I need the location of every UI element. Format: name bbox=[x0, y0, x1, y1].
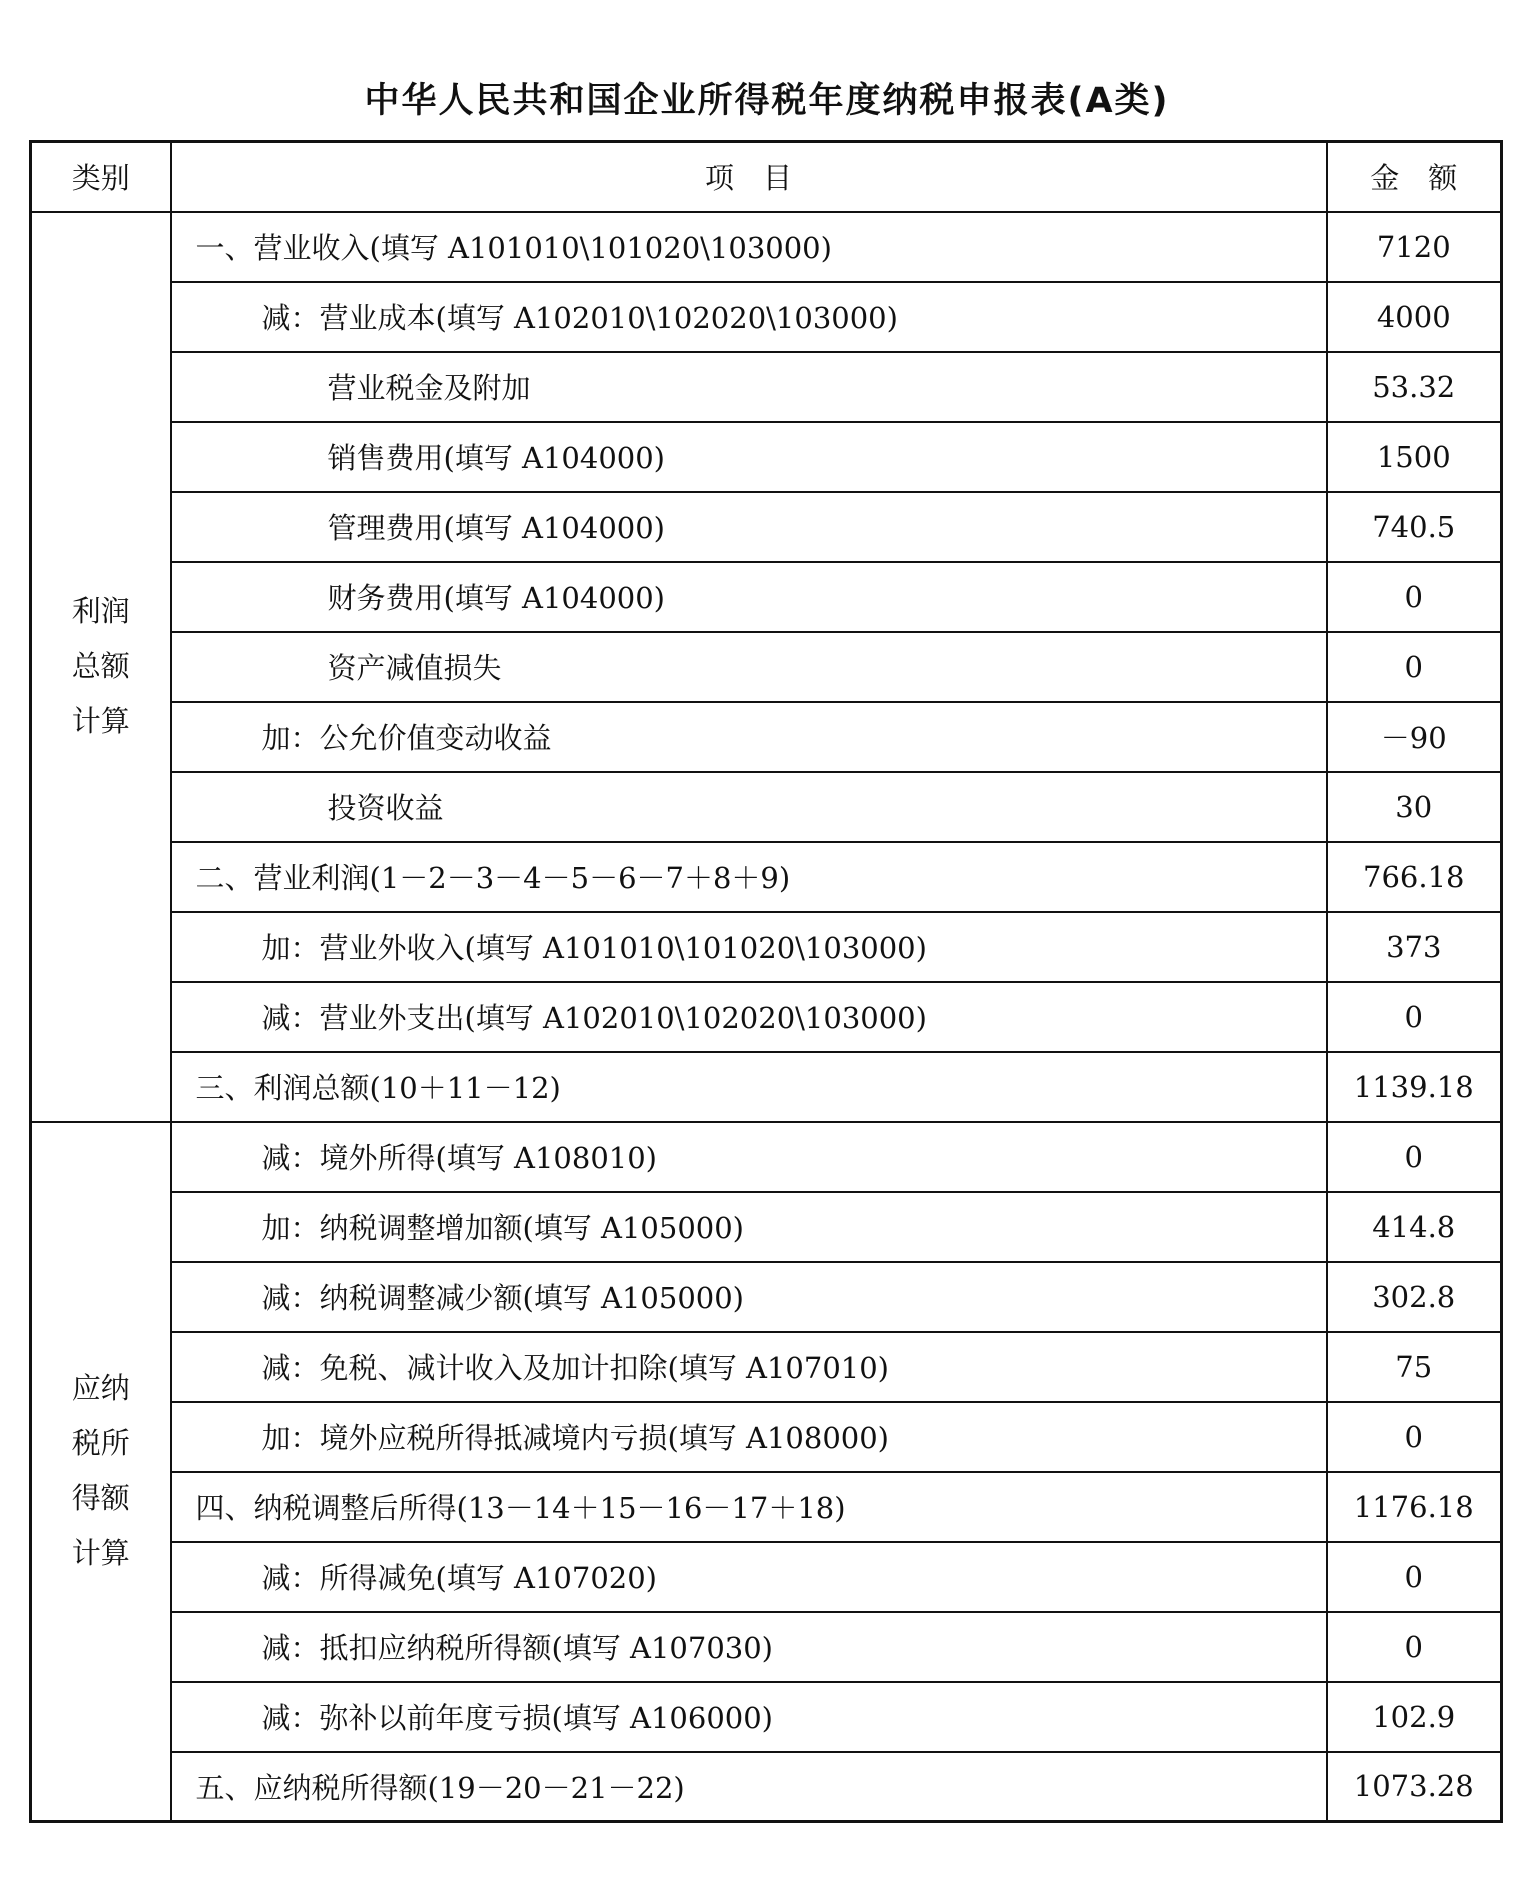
table-row bbox=[31, 422, 1502, 492]
table-row bbox=[31, 282, 1502, 352]
item-cell: 财务费用(填写 A104000) bbox=[171, 562, 1327, 632]
item-cell: 一、营业收入(填写 A101010\101020\103000) bbox=[171, 212, 1327, 282]
table-row bbox=[31, 1192, 1502, 1262]
table-row bbox=[31, 1752, 1502, 1822]
amount-cell: 102.9 bbox=[1327, 1682, 1502, 1752]
table-row bbox=[31, 1402, 1502, 1472]
table-row bbox=[31, 492, 1502, 562]
category-cell bbox=[31, 212, 171, 1122]
amount-cell: 4000 bbox=[1327, 282, 1502, 352]
amount-cell: 0 bbox=[1327, 632, 1502, 702]
table-row bbox=[31, 562, 1502, 632]
item-cell: 减：免税、减计收入及加计扣除(填写 A107010) bbox=[171, 1332, 1327, 1402]
item-cell: 营业税金及附加 bbox=[171, 352, 1327, 422]
item-cell: 加：营业外收入(填写 A101010\101020\103000) bbox=[171, 912, 1327, 982]
amount-cell: 75 bbox=[1327, 1332, 1502, 1402]
table-row bbox=[31, 772, 1502, 842]
amount-cell: 0 bbox=[1327, 1542, 1502, 1612]
item-cell: 减：营业成本(填写 A102010\102020\103000) bbox=[171, 282, 1327, 352]
table-row bbox=[31, 1122, 1502, 1192]
header-category: 类别 bbox=[31, 142, 171, 212]
table-body bbox=[31, 212, 1502, 1822]
amount-cell: 302.8 bbox=[1327, 1262, 1502, 1332]
amount-cell: －90 bbox=[1327, 702, 1502, 772]
item-cell: 减：纳税调整减少额(填写 A105000) bbox=[171, 1262, 1327, 1332]
item-cell: 减：所得减免(填写 A107020) bbox=[171, 1542, 1327, 1612]
header-item: 项 目 bbox=[171, 142, 1327, 212]
amount-cell: 766.18 bbox=[1327, 842, 1502, 912]
item-cell: 销售费用(填写 A104000) bbox=[171, 422, 1327, 492]
table-header-row bbox=[31, 142, 1502, 212]
item-cell: 减：营业外支出(填写 A102010\102020\103000) bbox=[171, 982, 1327, 1052]
amount-cell: 0 bbox=[1327, 562, 1502, 632]
table-row bbox=[31, 982, 1502, 1052]
amount-cell: 373 bbox=[1327, 912, 1502, 982]
amount-cell: 0 bbox=[1327, 982, 1502, 1052]
header-amount: 金 额 bbox=[1327, 142, 1502, 212]
item-cell: 三、利润总额(10＋11－12) bbox=[171, 1052, 1327, 1122]
item-cell: 减：境外所得(填写 A108010) bbox=[171, 1122, 1327, 1192]
tax-return-table bbox=[29, 140, 1503, 1823]
amount-cell: 0 bbox=[1327, 1402, 1502, 1472]
amount-cell: 53.32 bbox=[1327, 352, 1502, 422]
category-label: 应纳税所得额计算 bbox=[71, 1371, 130, 1571]
item-cell: 加：公允价值变动收益 bbox=[171, 702, 1327, 772]
amount-cell: 1139.18 bbox=[1327, 1052, 1502, 1122]
amount-cell: 7120 bbox=[1327, 212, 1502, 282]
table-row bbox=[31, 702, 1502, 772]
table-row bbox=[31, 1472, 1502, 1542]
amount-cell: 1176.18 bbox=[1327, 1472, 1502, 1542]
table-row bbox=[31, 912, 1502, 982]
item-cell: 投资收益 bbox=[171, 772, 1327, 842]
amount-cell: 0 bbox=[1327, 1612, 1502, 1682]
table-row bbox=[31, 632, 1502, 702]
amount-cell: 30 bbox=[1327, 772, 1502, 842]
table-row bbox=[31, 1332, 1502, 1402]
item-cell: 加：纳税调整增加额(填写 A105000) bbox=[171, 1192, 1327, 1262]
table-row bbox=[31, 1542, 1502, 1612]
table-row bbox=[31, 1262, 1502, 1332]
item-cell: 资产减值损失 bbox=[171, 632, 1327, 702]
amount-cell: 0 bbox=[1327, 1122, 1502, 1192]
amount-cell: 1500 bbox=[1327, 422, 1502, 492]
category-label: 利润总额计算 bbox=[71, 594, 130, 738]
item-cell: 减：抵扣应纳税所得额(填写 A107030) bbox=[171, 1612, 1327, 1682]
table-row bbox=[31, 842, 1502, 912]
page-title: 中华人民共和国企业所得税年度纳税申报表(A类) bbox=[364, 81, 1170, 121]
category-cell bbox=[31, 1122, 171, 1822]
item-cell: 二、营业利润(1－2－3－4－5－6－7＋8＋9) bbox=[171, 842, 1327, 912]
item-cell: 减：弥补以前年度亏损(填写 A106000) bbox=[171, 1682, 1327, 1752]
item-cell: 四、纳税调整后所得(13－14＋15－16－17＋18) bbox=[171, 1472, 1327, 1542]
amount-cell: 740.5 bbox=[1327, 492, 1502, 562]
table-row bbox=[31, 1052, 1502, 1122]
item-cell: 管理费用(填写 A104000) bbox=[171, 492, 1327, 562]
table-row bbox=[31, 352, 1502, 422]
table-row bbox=[31, 1612, 1502, 1682]
amount-cell: 1073.28 bbox=[1327, 1752, 1502, 1822]
table-row bbox=[31, 1682, 1502, 1752]
table-row bbox=[31, 212, 1502, 282]
item-cell: 加：境外应税所得抵减境内亏损(填写 A108000) bbox=[171, 1402, 1327, 1472]
item-cell: 五、应纳税所得额(19－20－21－22) bbox=[171, 1752, 1327, 1822]
amount-cell: 414.8 bbox=[1327, 1192, 1502, 1262]
